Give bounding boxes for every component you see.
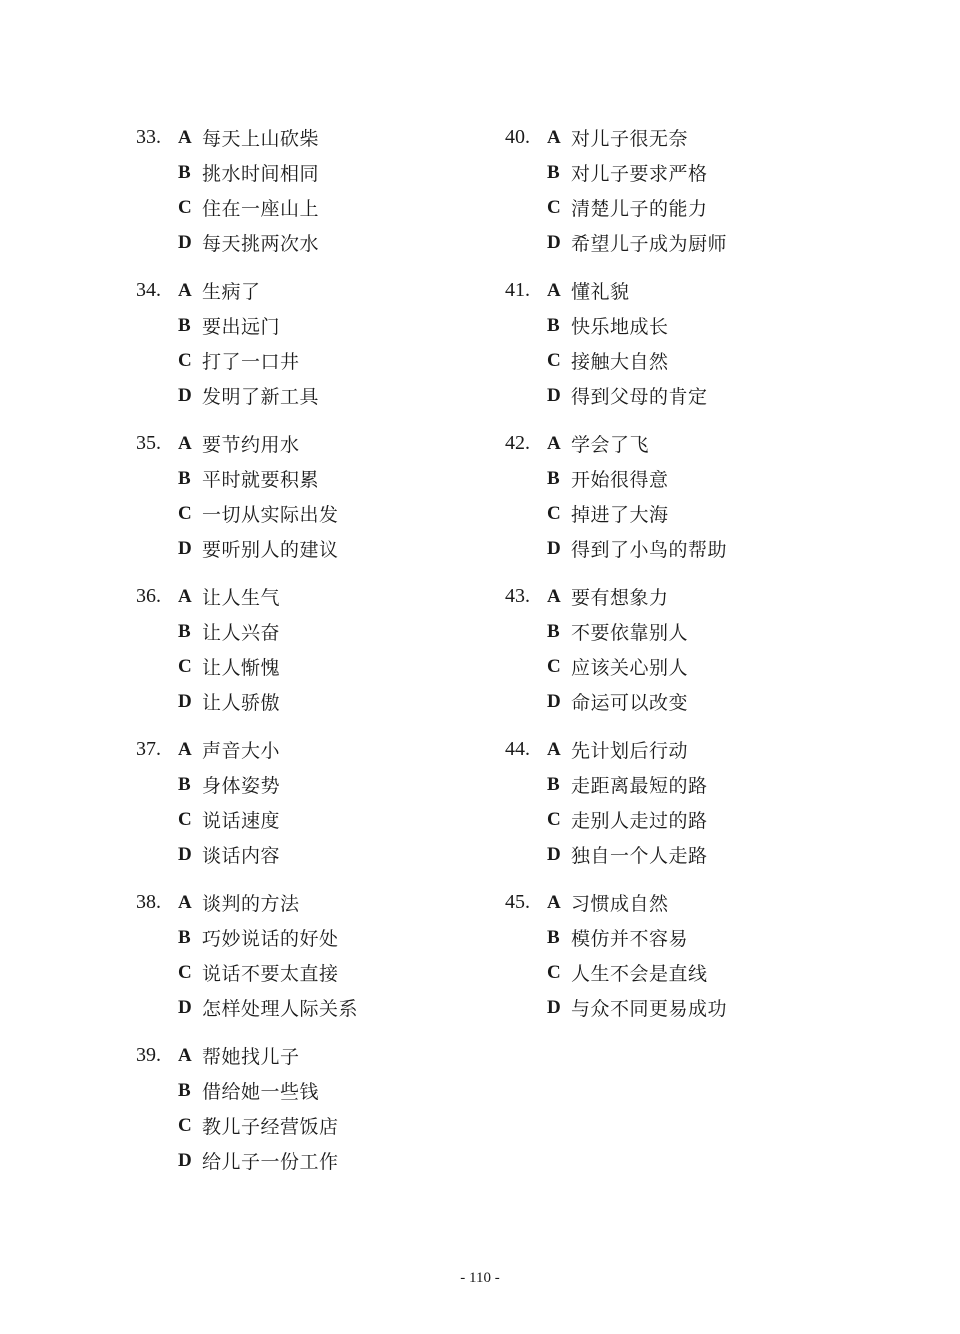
option-c: [178, 802, 358, 837]
option-text: 清楚儿子的能力: [571, 198, 708, 220]
option-a: [178, 120, 358, 155]
option-letter: A: [547, 279, 561, 301]
option-d: [178, 837, 358, 872]
option-a: [178, 1038, 358, 1073]
option-text: 独自一个人走路: [571, 845, 708, 867]
option-b: [547, 614, 727, 649]
option-letter: A: [547, 585, 561, 607]
option-text: 打了一口井: [202, 351, 300, 373]
option-c: [547, 343, 727, 378]
option-text: 与众不同更易成功: [571, 998, 728, 1020]
question-43: [505, 579, 727, 719]
option-b: [178, 1073, 358, 1108]
option-text: 对儿子要求严格: [571, 163, 708, 185]
option-text: 怎样处理人际关系: [202, 998, 359, 1020]
option-text: 让人骄傲: [202, 692, 281, 714]
question-number: 35.: [136, 432, 161, 454]
option-text: 对儿子很无奈: [571, 128, 689, 150]
option-text: 生病了: [202, 281, 261, 303]
question-number: 45.: [505, 891, 530, 913]
option-a: [178, 885, 358, 920]
option-letter: C: [178, 961, 192, 983]
question-number: 42.: [505, 432, 530, 454]
option-a: [547, 885, 727, 920]
option-letter: A: [178, 585, 192, 607]
option-text: 借给她一些钱: [202, 1081, 320, 1103]
option-letter: D: [178, 384, 192, 406]
option-c: [178, 649, 358, 684]
option-c: [547, 955, 727, 990]
option-c: [547, 802, 727, 837]
option-c: [547, 649, 727, 684]
question-number: 38.: [136, 891, 161, 913]
option-text: 走别人走过的路: [571, 810, 708, 832]
option-text: 开始很得意: [571, 469, 669, 491]
option-text: 每天上山砍柴: [202, 128, 320, 150]
question-40: [505, 120, 727, 260]
option-c: [178, 496, 358, 531]
option-a: [178, 732, 358, 767]
option-letter: B: [547, 773, 560, 795]
option-b: [547, 767, 727, 802]
option-a: [178, 579, 358, 614]
option-letter: B: [178, 314, 191, 336]
option-letter: D: [547, 384, 561, 406]
page-number: - 110 -: [460, 1270, 500, 1286]
option-letter: A: [178, 1044, 192, 1066]
option-letter: B: [178, 467, 191, 489]
option-letter: B: [178, 1079, 191, 1101]
option-d: [547, 531, 727, 566]
option-b: [547, 155, 727, 190]
option-letter: C: [178, 196, 192, 218]
option-text: 平时就要积累: [202, 469, 320, 491]
option-letter: C: [547, 196, 561, 218]
option-letter: C: [547, 502, 561, 524]
question-38: [136, 885, 358, 1025]
option-letter: C: [178, 655, 192, 677]
option-b: [547, 461, 727, 496]
option-d: [178, 684, 358, 719]
option-letter: D: [547, 231, 561, 253]
question-number: 34.: [136, 279, 161, 301]
question-number: 36.: [136, 585, 161, 607]
option-text: 说话速度: [202, 810, 281, 832]
option-letter: D: [178, 537, 192, 559]
option-text: 习惯成自然: [571, 893, 669, 915]
option-letter: D: [178, 996, 192, 1018]
option-letter: A: [178, 738, 192, 760]
question-39: [136, 1038, 358, 1178]
option-letter: B: [178, 926, 191, 948]
option-letter: A: [178, 279, 192, 301]
option-text: 给儿子一份工作: [202, 1151, 339, 1173]
option-letter: A: [178, 432, 192, 454]
option-text: 接触大自然: [571, 351, 669, 373]
option-text: 声音大小: [202, 740, 281, 762]
option-d: [178, 990, 358, 1025]
option-letter: B: [547, 926, 560, 948]
option-letter: B: [547, 314, 560, 336]
question-number: 43.: [505, 585, 530, 607]
option-text: 住在一座山上: [202, 198, 320, 220]
option-letter: A: [547, 432, 561, 454]
option-d: [547, 225, 727, 260]
question-42: [505, 426, 727, 566]
question-number: 41.: [505, 279, 530, 301]
option-letter: D: [547, 996, 561, 1018]
option-c: [178, 190, 358, 225]
option-letter: C: [547, 655, 561, 677]
question-37: [136, 732, 358, 872]
option-text: 身体姿势: [202, 775, 281, 797]
option-text: 让人兴奋: [202, 622, 281, 644]
option-letter: B: [178, 773, 191, 795]
option-text: 希望儿子成为厨师: [571, 233, 728, 255]
option-text: 掉进了大海: [571, 504, 669, 526]
option-d: [547, 378, 727, 413]
option-text: 要出远门: [202, 316, 281, 338]
option-c: [178, 1108, 358, 1143]
option-letter: C: [178, 1114, 192, 1136]
question-35: [136, 426, 358, 566]
option-a: [547, 273, 727, 308]
option-text: 命运可以改变: [571, 692, 689, 714]
option-text: 谈判的方法: [202, 893, 300, 915]
option-d: [547, 684, 727, 719]
option-c: [547, 496, 727, 531]
option-letter: C: [178, 349, 192, 371]
option-letter: A: [178, 126, 192, 148]
option-text: 要节约用水: [202, 434, 300, 456]
option-text: 每天挑两次水: [202, 233, 320, 255]
option-b: [178, 920, 358, 955]
option-d: [178, 531, 358, 566]
option-text: 懂礼貌: [571, 281, 630, 303]
option-text: 学会了飞: [571, 434, 650, 456]
option-b: [178, 461, 358, 496]
option-text: 得到父母的肯定: [571, 386, 708, 408]
left-column: [136, 120, 358, 1191]
option-text: 人生不会是直线: [571, 963, 708, 985]
option-text: 谈话内容: [202, 845, 281, 867]
option-letter: B: [547, 620, 560, 642]
question-number: 33.: [136, 126, 161, 148]
option-d: [178, 225, 358, 260]
option-a: [547, 120, 727, 155]
option-letter: D: [178, 231, 192, 253]
option-a: [178, 426, 358, 461]
option-text: 教儿子经营饭店: [202, 1116, 339, 1138]
option-letter: D: [178, 690, 192, 712]
option-b: [178, 155, 358, 190]
option-letter: A: [178, 891, 192, 913]
option-text: 一切从实际出发: [202, 504, 339, 526]
option-a: [178, 273, 358, 308]
option-letter: B: [547, 467, 560, 489]
option-b: [547, 920, 727, 955]
option-d: [178, 378, 358, 413]
option-text: 挑水时间相同: [202, 163, 320, 185]
option-text: 模仿并不容易: [571, 928, 689, 950]
option-text: 得到了小鸟的帮助: [571, 539, 728, 561]
question-45: [505, 885, 727, 1025]
option-letter: D: [547, 690, 561, 712]
question-number: 39.: [136, 1044, 161, 1066]
question-33: [136, 120, 358, 260]
option-letter: B: [178, 620, 191, 642]
option-b: [178, 308, 358, 343]
question-36: [136, 579, 358, 719]
option-letter: D: [178, 843, 192, 865]
option-b: [547, 308, 727, 343]
question-41: [505, 273, 727, 413]
option-letter: B: [547, 161, 560, 183]
option-letter: C: [547, 961, 561, 983]
option-d: [547, 837, 727, 872]
option-text: 要有想象力: [571, 587, 669, 609]
option-text: 不要依靠别人: [571, 622, 689, 644]
option-d: [178, 1143, 358, 1178]
option-text: 发明了新工具: [202, 386, 320, 408]
option-letter: C: [178, 502, 192, 524]
option-text: 先计划后行动: [571, 740, 689, 762]
question-44: [505, 732, 727, 872]
option-letter: D: [547, 843, 561, 865]
question-number: 40.: [505, 126, 530, 148]
option-text: 快乐地成长: [571, 316, 669, 338]
option-b: [178, 767, 358, 802]
option-text: 说话不要太直接: [202, 963, 339, 985]
option-a: [547, 426, 727, 461]
option-letter: C: [178, 808, 192, 830]
option-text: 应该关心别人: [571, 657, 689, 679]
option-text: 走距离最短的路: [571, 775, 708, 797]
option-letter: C: [547, 349, 561, 371]
option-c: [547, 190, 727, 225]
option-letter: C: [547, 808, 561, 830]
question-number: 37.: [136, 738, 161, 760]
option-letter: D: [547, 537, 561, 559]
option-letter: A: [547, 738, 561, 760]
option-letter: B: [178, 161, 191, 183]
option-c: [178, 343, 358, 378]
option-text: 要听别人的建议: [202, 539, 339, 561]
option-text: 帮她找儿子: [202, 1046, 300, 1068]
question-number: 44.: [505, 738, 530, 760]
option-a: [547, 732, 727, 767]
right-column: [505, 120, 727, 1038]
option-text: 让人生气: [202, 587, 281, 609]
option-a: [547, 579, 727, 614]
option-letter: D: [178, 1149, 192, 1171]
question-34: [136, 273, 358, 413]
option-d: [547, 990, 727, 1025]
option-text: 让人惭愧: [202, 657, 281, 679]
option-text: 巧妙说话的好处: [202, 928, 339, 950]
option-b: [178, 614, 358, 649]
option-letter: A: [547, 126, 561, 148]
option-letter: A: [547, 891, 561, 913]
option-c: [178, 955, 358, 990]
